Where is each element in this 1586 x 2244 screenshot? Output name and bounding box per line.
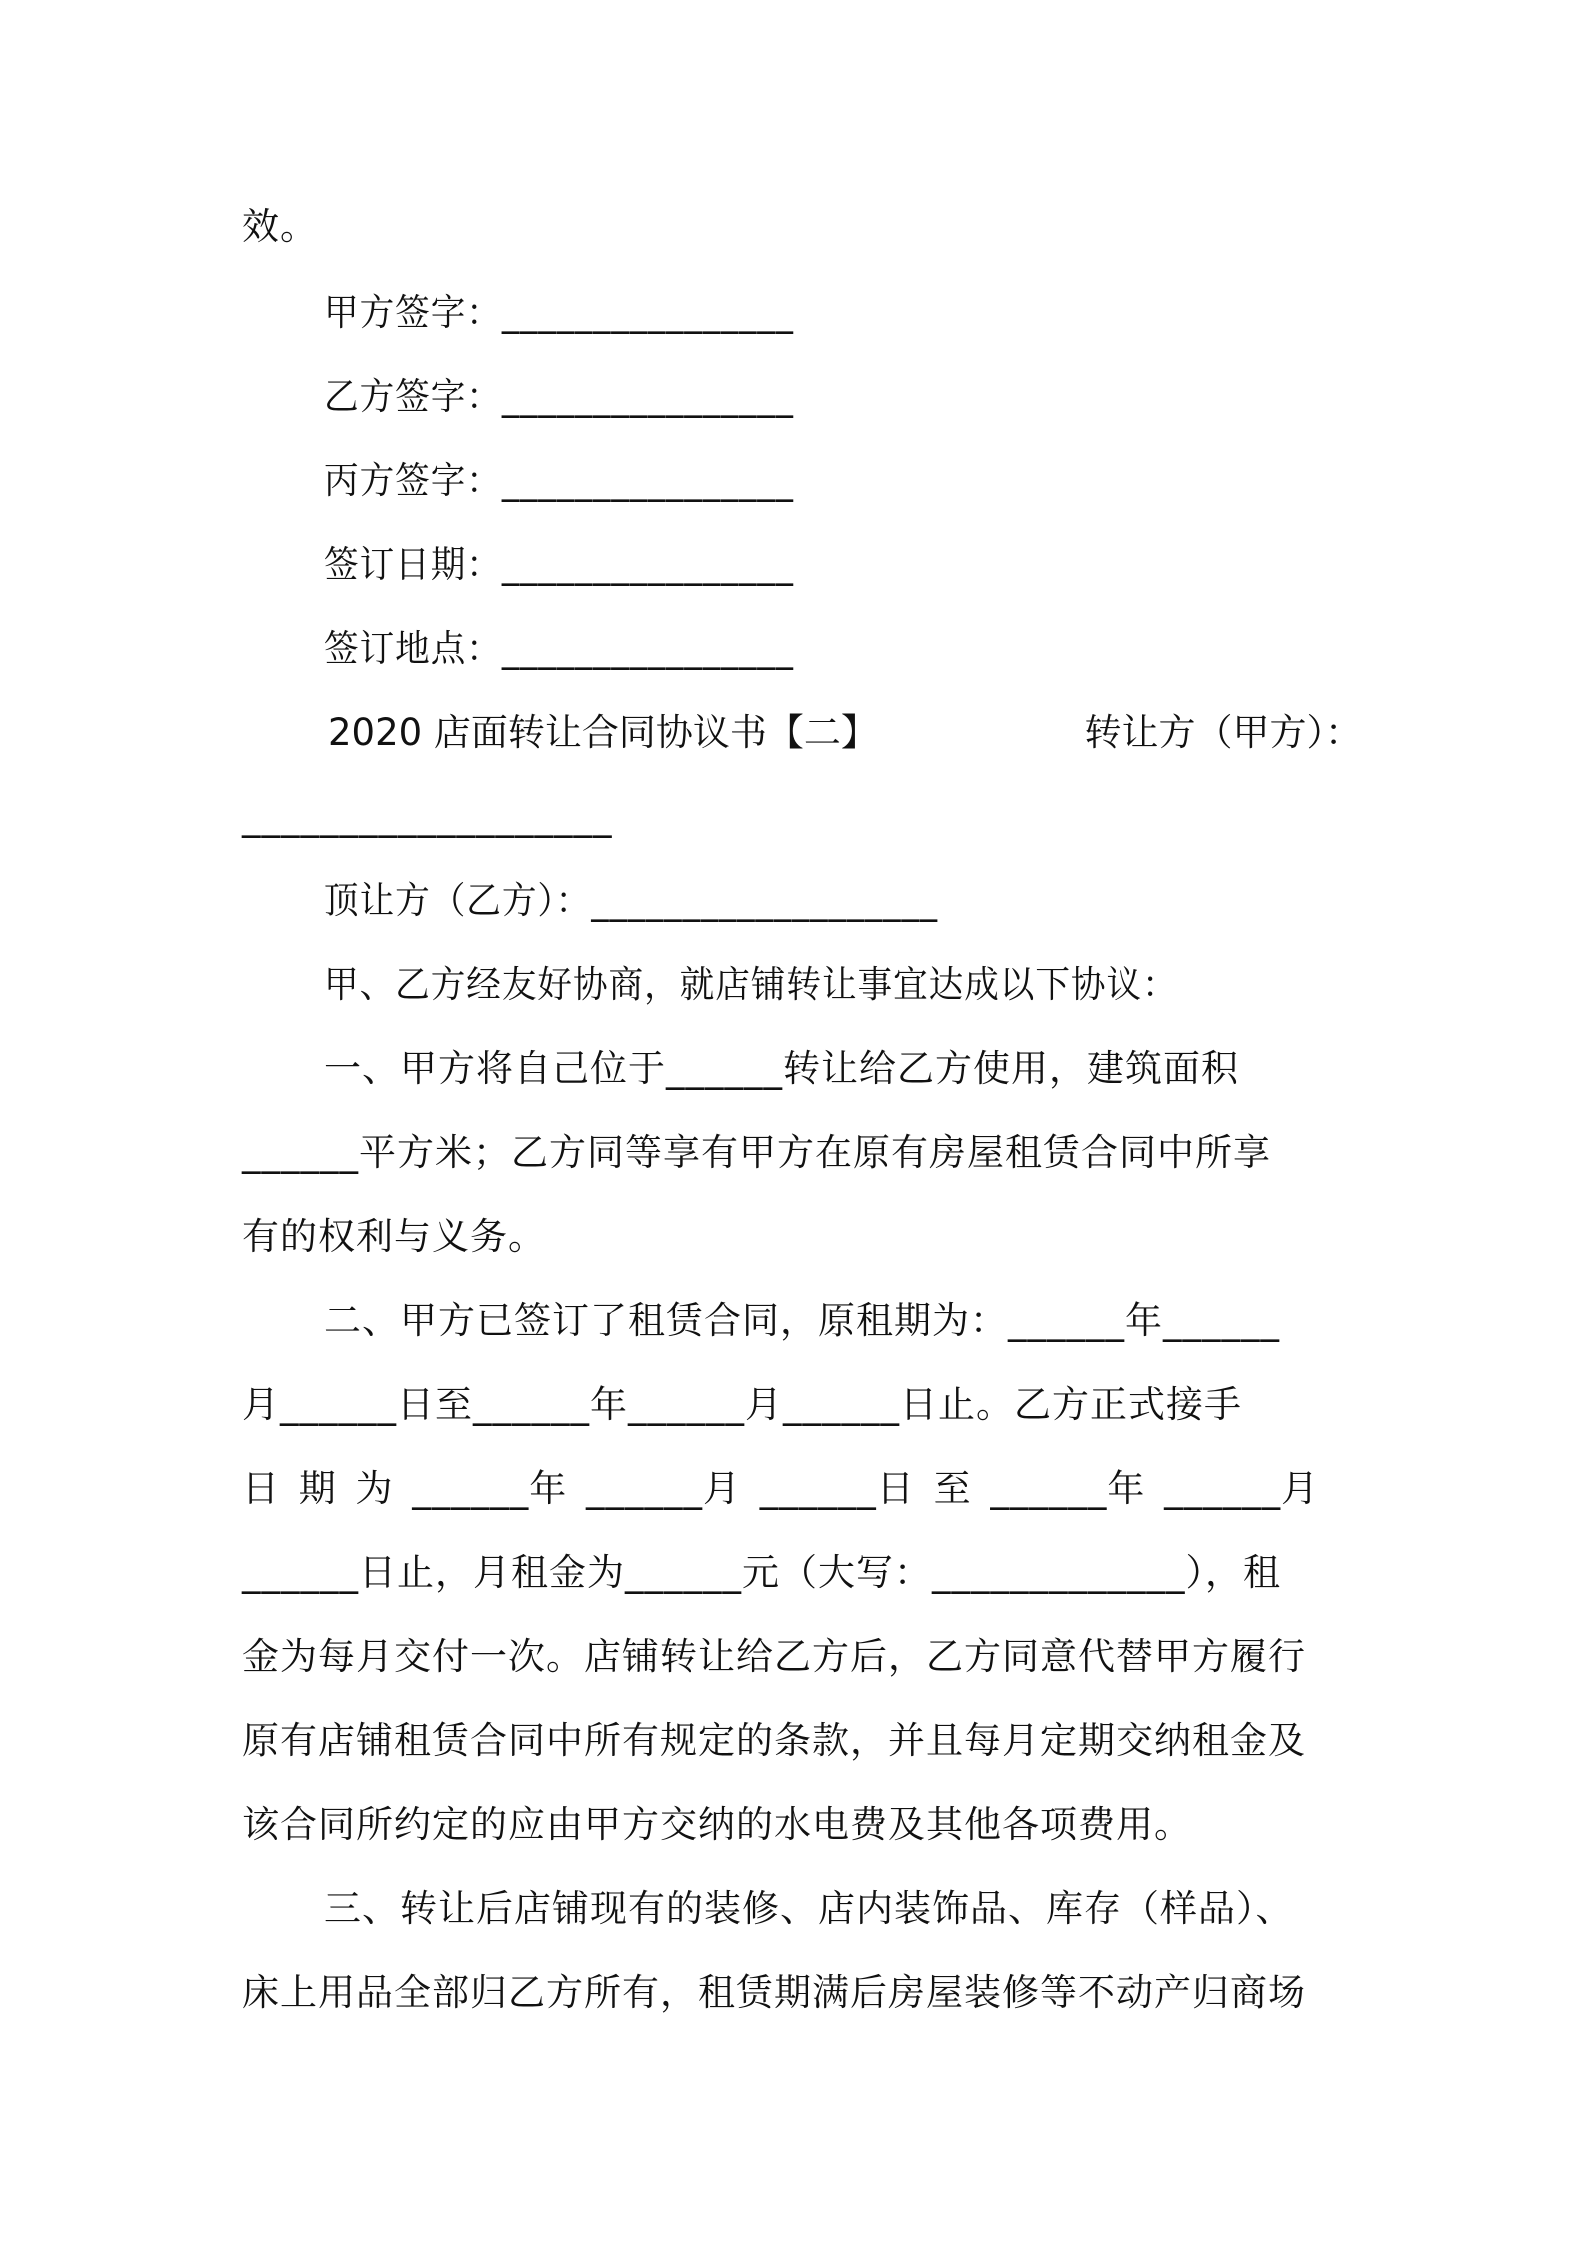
transferor-blank: ___________________	[242, 795, 613, 838]
clause-2-line-3: 日 期 为 ______年 ______月 ______日 至 ______年 ______月	[242, 1467, 1320, 1510]
signing-date: 签订日期：________________	[324, 543, 794, 586]
signature-party-c: 丙方签字：________________	[324, 459, 794, 502]
clause-2-line-5: 金为每月交付一次。店铺转让给乙方后，乙方同意代替甲方履行	[242, 1635, 1306, 1678]
signature-party-b: 乙方签字：________________	[324, 375, 794, 418]
clause-3-line-1: 三、转让后店铺现有的装修、店内装饰品、库存（样品）、	[324, 1887, 1294, 1930]
clause-2-line-4: ______日止，月租金为______元（大写：_____________），租	[242, 1551, 1281, 1594]
contract-title-row	[328, 708, 1362, 758]
clause-3-line-2: 床上用品全部归乙方所有，租赁期满后房屋装修等不动产归商场	[242, 1971, 1306, 2014]
transferee-label: 顶让方（乙方）：___________________	[324, 879, 939, 922]
contract-title: 2020 店面转让合同协议书【二】	[328, 711, 878, 754]
clause-2-line-2: 月______日至______年______月______日止。乙方正式接手	[242, 1383, 1242, 1426]
paragraph-tail: 效。	[242, 205, 318, 248]
agreement-intro: 甲、乙方经友好协商，就店铺转让事宜达成以下协议：	[324, 963, 1178, 1006]
transferor-label: 转让方（甲方）：	[1084, 711, 1362, 754]
clause-2-line-6: 原有店铺租赁合同中所有规定的条款，并且每月定期交纳租金及	[242, 1719, 1306, 1762]
signing-place: 签订地点：________________	[324, 627, 794, 670]
clause-1-line-3: 有的权利与义务。	[242, 1215, 546, 1258]
signature-party-a: 甲方签字：________________	[324, 291, 794, 334]
clause-1-line-2: ______平方米；乙方同等享有甲方在原有房屋租赁合同中所享	[242, 1131, 1271, 1174]
clause-1-line-1: 一、甲方将自己位于______转让给乙方使用，建筑面积	[324, 1047, 1239, 1090]
clause-2-line-1: 二、甲方已签订了租赁合同，原租期为：______年______	[324, 1299, 1280, 1342]
clause-2-line-7: 该合同所约定的应由甲方交纳的水电费及其他各项费用。	[242, 1803, 1192, 1846]
